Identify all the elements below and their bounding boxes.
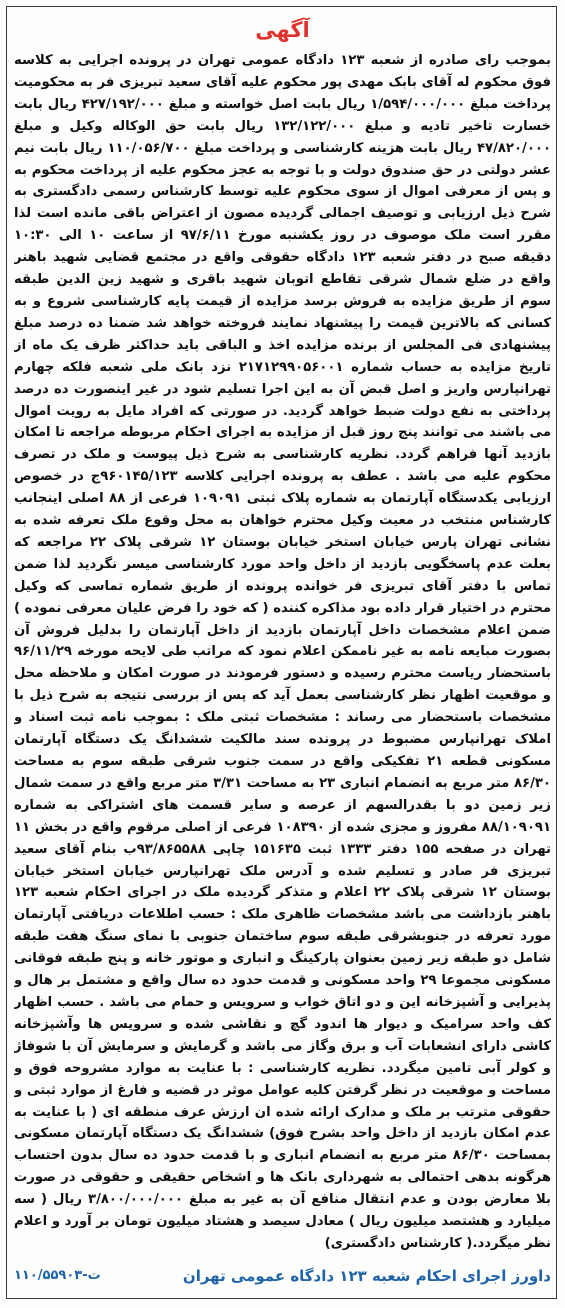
notice-title: آگهی xyxy=(255,18,310,42)
notice-body: بموجب رای صادره از شعبه ۱۲۳ دادگاه عمومی تهران در پرونده اجرایی به کلاسه فوق محکوم له آقای بابک مهدی پور محکوم علیه آقای سعید تبریزی فر به محکومیت پرداخت مبلغ ۱/۵۹۴/۰۰۰/۰۰۰ ریال بابت اصل خواسته و مبلغ ۴۲۷/۱۹۲/۰۰۰ ریال بابت خسارت تاخیر تادیه و مبلغ ۱۳۲/۱۲۲/۰۰۰ ریال بابت حق الوکاله وکیل و مبلغ ۴۷/۸۲۰/۰۰۰ ریال بابت هزینه کارشناسی و پرداخت مبلغ ۱۱۰/۰۵۶/۷۰۰ ریال بابت نیم عشر دولتی در حق صندوق دولت و با توجه به عجز محکوم علیه از پرداخت محکوم به و پس از معرفی اموال از سوی محکوم علیه توسط کارشناس رسمی دادگستری به شرح ذیل ارزیابی و توصیف اجمالی گردیده مصون از اعتراض باقی مانده است لذا مقرر است ملک موصوف در روز یکشنبه مورخ ۹۷/۶/۱۱ از ساعت ۱۰ الی ۱۰:۳۰ دقیقه صبح در دفتر شعبه ۱۲۳ دادگاه حقوقی واقع در مجتمع قضایی شهید باهنر واقع در ضلع شمال شرقی تقاطع اتوبان شهید باقری و شهید زین الدین طبقه سوم از طریق مزایده به فروش برسد مزایده از قیمت پایه کارشناسی شروع و به کسانی که بالاترین قیمت را پیشنهاد نمایند فروخته خواهد شد ضمنا ده درصد مبلغ پیشنهادی فی المجلس از برنده مزایده اخذ و الباقی باید حداکثر ظرف یک ماه از تاریخ مزایده به حساب شماره ۲۱۷۱۲۹۹۰۵۶۰۰۱ نزد بانک ملی شعبه فلکه چهارم تهرانپارس واریز و اصل قبض آن به این اجرا تسلیم شود در غیر اینصورت ده درصد پرداختی به نفع دولت ضبط خواهد گردید. در صورتی که افراد مایل به رویت اموال می باشند می توانند پنج روز قبل از مزایده به اجرای احکام مربوطه مراجعه تا امکان بازدید آنها فراهم گردد. نظریه کارشناسی به شرح ذیل پیوست و ملک در تصرف محکوم علیه می باشد . عطف به پرونده اجرایی کلاسه ۹۶۰۱۴۵/۱۲۳ج در خصوص ارزیابی یکدستگاه آپارتمان به شماره پلاک ثبتی ۱۰۹۰۹۱ فرعی از ۸۸ اصلی اینجانب کارشناس منتخب در معیت وکیل محترم خواهان به محل وقوع ملک تعرفه شده به نشانی تهران پارس خیابان استخر خیابان بوستان ۱۲ شرقی پلاک ۲۲ مراجعه که بعلت عدم پاسخگویی بازدید از داخل واحد مورد کارشناسی میسر نگردید لذا ضمن تماس با دفتر آقای تبریزی فر خوانده پرونده از طریق شماره تماسی که وکیل محترم در اختیار قرار داده بود مذاکره کننده ( که خود را فرض علیان معرفی نموده ) ضمن اعلام مشخصات داخل آپارتمان بازدید از داخل آپارتمان را بدلیل فروش آن بصورت مبایعه نامه به غیر ناممکن اعلام نمود که مراتب طی لایحه مورخه ۹۶/۱۱/۲۹ باستحضار ریاست محترم رسیده و دستور فرمودند در صورت امکان و ملاحظه محل و موقعیت اظهار نظر کارشناسی بعمل آید که پس از بررسی نتیجه به شرح ذیل با مشخصات باستحضار می رساند : مشخصات ثبتی ملک : بموجب نامه ثبت اسناد و املاک تهرانپارس مضبوط در پرونده سند مالکیت ششدانگ یک دستگاه آپارتمان مسکونی قطعه ۲۱ تفکیکی واقع در سمت جنوب شرقی طبقه سوم به مساحت ۸۶/۳۰ متر مربع به انضمام انباری ۲۳ به مساحت ۳/۳۱ متر مربع واقع در سمت شمال زیر زمین دو با بقدرالسهم از عرصه و سایر قسمت های اشتراکی به شماره ۸۸/۱۰۹۰۹۱ مفروز و مجزی شده از ۱۰۸۳۹۰ فرعی از اصلی مرقوم واقع در بخش ۱۱ تهران در صفحه ۱۵۵ دفتر ۱۳۳۳ ثبت ۱۵۱۶۳۵ چاپی ۹۳/۸۶۵۵۸۸ب بنام آقای سعید تبریزی فر صادر و تسلیم شده و آدرس ملک تهرانپارس خیابان استخر خیابان بوستان ۱۲ شرقی پلاک ۲۲ اعلام و متذکر گردیده ملک در اجرای احکام شعبه ۱۲۳ باهنر بازداشت می باشد مشخصات ظاهری ملک : حسب اطلاعات دریافتی آپارتمان مورد تعرفه در جنوبشرقی طبقه سوم ساختمان جنوبی با نمای سنگ هفت طبقه شامل دو طبقه زیر زمین بعنوان پارکینگ و انباری و موتور خانه و پنج طبقه فوقانی مسکونی مجموعا ۲۹ واحد مسکونی و قدمت حدود ده سال واقع و مشتمل بر هال و پذیرایی و آشپزخانه این و دو اتاق خواب و سرویس و حمام می باشد . حسب اظهار کف واحد سرامیک و دیوار ها اندود گچ و نقاشی شده و سرویس ها وآشپزخانه کاشی دارای انشعابات آب و برق وگاز می باشد و گرمایش و سرمایش آن با شوفاژ و کولر آبی تامین میگردد. نظریه کارشناسی : با عنایت به موارد مشروحه فوق و مساحت و موقعیت در نظر گرفتن کلیه عوامل موثر در قضیه و فارغ از موارد ثبتی و حقوقی مترتب بر ملک و مدارک ارائه شده ان ارزش عرف منطقه ای ( با عنایت به عدم امکان بازدید از داخل واحد بشرح فوق) ششدانگ یک دستگاه آپارتمان مسکونی بمساحت ۸۶/۳۰ متر مربع به انضمام انباری و با قدمت حدود ده سال بدون احتساب هرگونه بدهی احتمالی به شهرداری بانک ها و اشخاص حقیقی و حقوقی در صورت بلا معارض بودن و عدم انتقال منافع آن به غیر به مبلغ ۳/۸۰۰/۰۰۰/۰۰۰ ریال ( سه میلیارد و هشتصد میلیون ریال ) معادل سیصد و هشتاد میلیون تومان بر آورد و اعلام نظر میگردد.( کارشناس دادگستری) xyxy=(14,53,551,1251)
issuer-signature: داورز اجرای احکام شعبه ۱۲۳ دادگاه عمومی تهران xyxy=(182,1267,551,1285)
notice-code: ۱۱۰/۵۵۹۰۳-ت xyxy=(14,1268,101,1283)
notice-footer xyxy=(14,1262,551,1292)
